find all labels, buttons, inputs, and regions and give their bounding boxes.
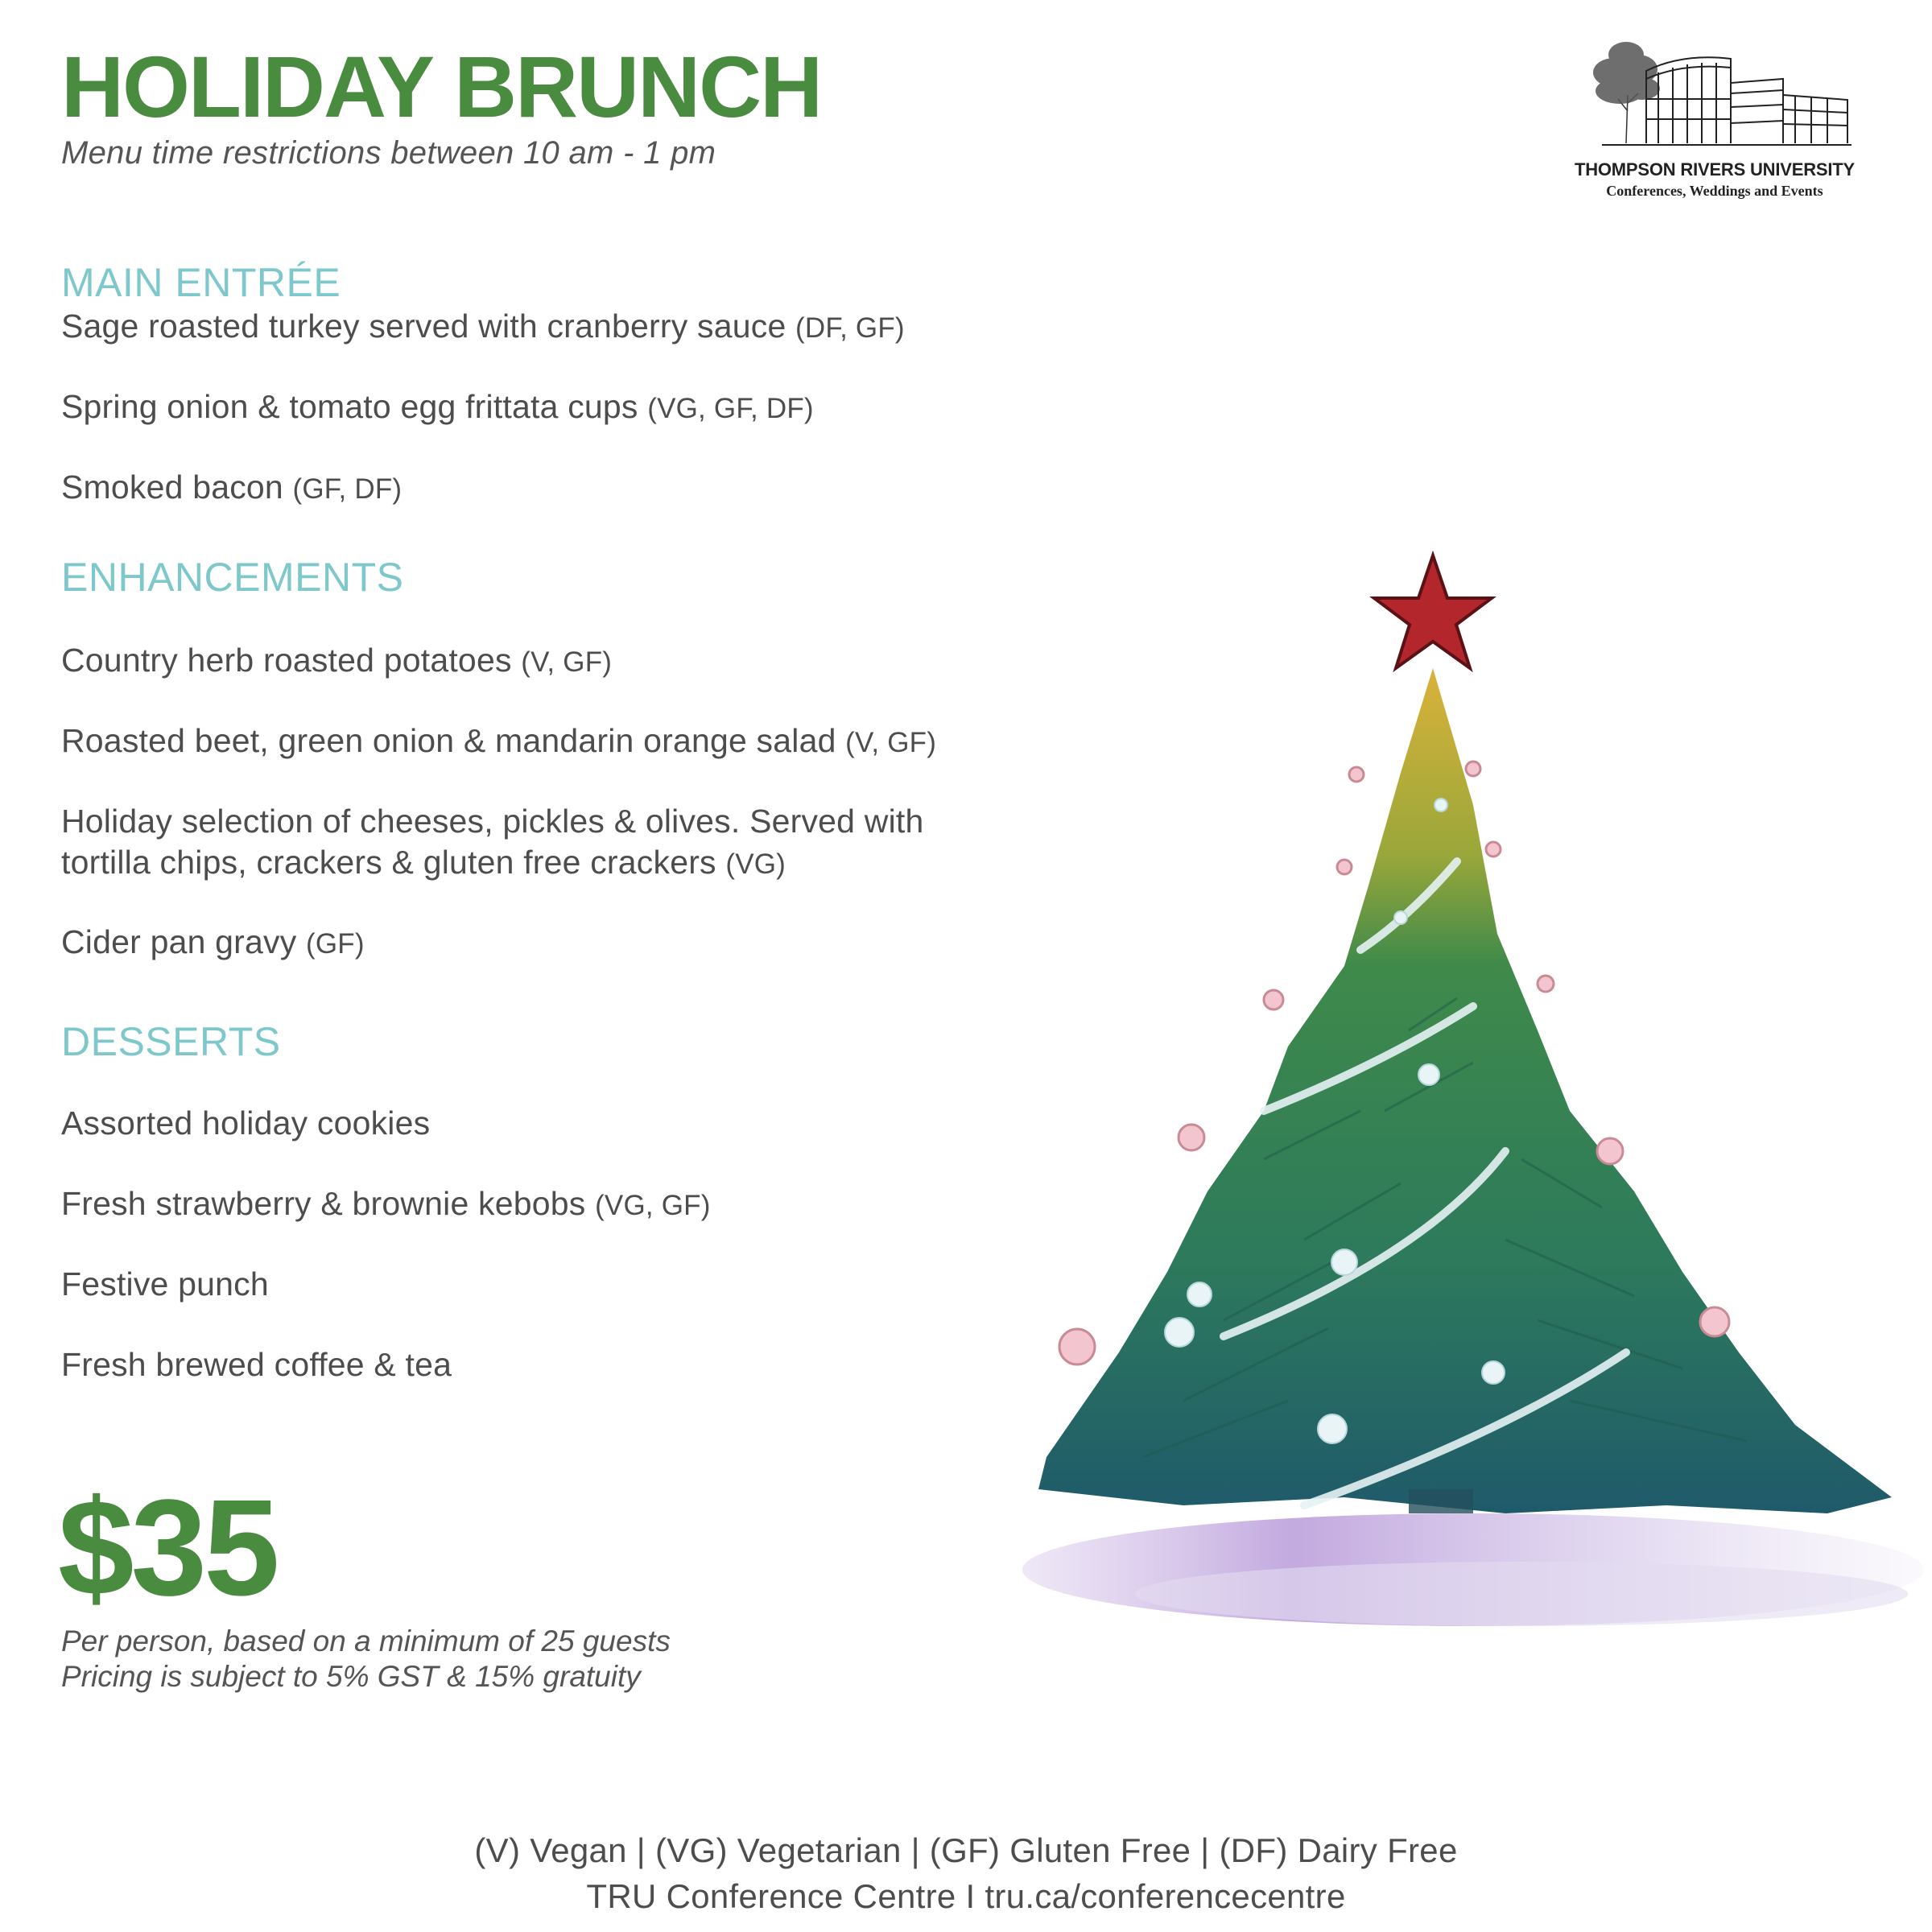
item-name: Fresh strawberry & brownie kebobs [61,1185,586,1222]
price: $35 [58,1472,277,1624]
item-tags: (DF, GF) [795,312,905,344]
university-name: THOMPSON RIVERS UNIVERSITY [1574,159,1856,180]
menu-item [61,467,402,510]
menu-item [61,1183,711,1226]
section-heading-enhancements: ENHANCEMENTS [61,555,404,600]
item-tags: (VG, GF, DF) [647,393,814,424]
item-name: Cider pan gravy [61,923,297,960]
menu-item [61,922,365,964]
item-name: Spring onion & tomato egg frittata cups [61,388,638,425]
dietary-legend: (V) Vegan | (VG) Vegetarian | (GF) Gluten Free | (DF) Dairy Free [474,1831,1458,1869]
menu-item [61,1344,452,1385]
tree-body [1038,668,1892,1513]
item-name: Assorted holiday cookies [61,1104,431,1141]
item-tags: (V, GF) [521,646,613,678]
item-name: Country herb roasted potatoes [61,642,512,679]
footer-contact: TRU Conference Centre I tru.ca/conferencecentre [586,1877,1346,1915]
page-title: HOLIDAY BRUNCH [61,38,822,135]
price-note-tax: Pricing is subject to 5% GST & 15% gratuity [61,1660,641,1693]
price-note-minimum: Per person, based on a minimum of 25 guests [61,1624,671,1657]
item-tags: (VG, GF) [595,1190,711,1221]
item-name-line1: Holiday selection of cheeses, pickles & olives. Served with [61,803,924,840]
item-name: Sage roasted turkey served with cranberry sauce [61,308,786,345]
item-name: Festive punch [61,1265,269,1302]
menu-item [61,801,923,885]
star-icon [1374,555,1492,668]
item-tags: (V, GF) [845,727,937,758]
menu-time-subtitle: Menu time restrictions between 10 am - 1 pm [61,135,716,171]
menu-item [61,720,936,763]
logo-tagline: Conferences, Weddings and Events [1606,183,1823,199]
section-heading-main: MAIN ENTRÉE [61,260,341,305]
item-tags: (GF, DF) [292,473,402,505]
building-sketch-icon [1570,23,1860,155]
menu-item [61,1103,430,1144]
item-name: Fresh brewed coffee & tea [61,1346,452,1383]
university-logo [1570,23,1860,208]
menu-item [61,640,612,683]
item-name: Smoked bacon [61,469,283,506]
item-tags: (VG) [725,848,786,880]
christmas-tree-illustration [1022,547,1932,1674]
item-tags: (GF) [306,928,365,960]
menu-item [61,306,905,349]
menu-item [61,1264,269,1305]
item-name: Roasted beet, green onion & mandarin orange salad [61,722,836,759]
item-name-line2: tortilla chips, crackers & gluten free crackers [61,844,716,881]
section-heading-desserts: DESSERTS [61,1019,281,1064]
menu-item [61,386,814,429]
